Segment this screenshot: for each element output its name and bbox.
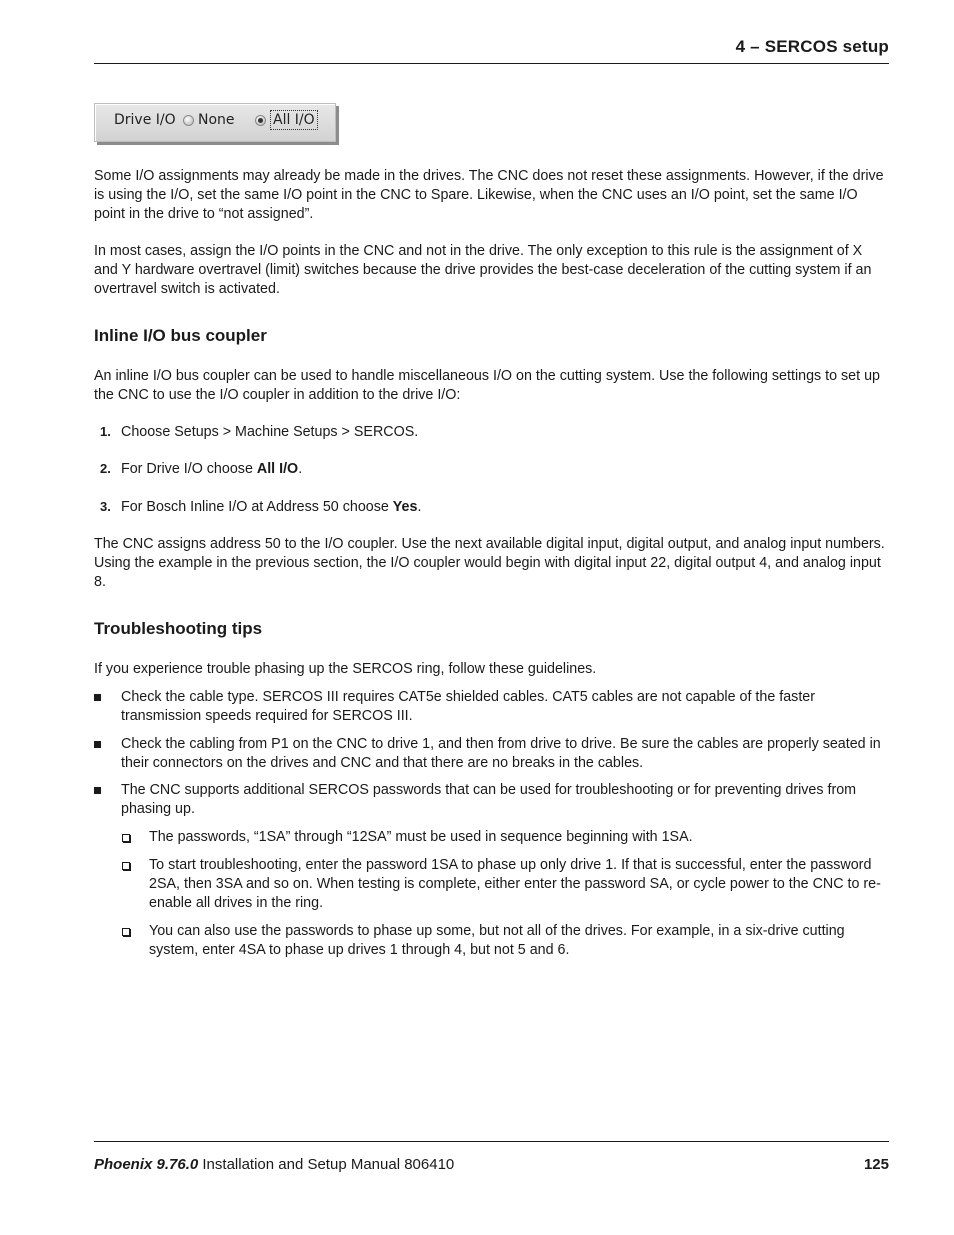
step-number: 1.: [100, 424, 111, 439]
page-header: [94, 37, 889, 64]
box-bullet-icon: [122, 834, 130, 842]
intro-paragraph-1: Some I/O assignments may already be made in the drives. The CNC does not reset these assignments. However, if the drive is using the I/O, set the same I/O point in the CNC to Spare. Likewise, when the CNC uses an I/O point, set the same I/O point in the drive to “not assigned”.: [94, 168, 884, 222]
page-number: 125: [863, 1156, 889, 1173]
bullet-text: The CNC supports additional SERCOS passwords that can be used for troubleshooting or for preventing drives from phasing up.: [121, 782, 857, 817]
option-all-io-label: All I/O: [270, 110, 318, 130]
bullet-text: Check the cabling from P1 on the CNC to drive 1, and then from drive to drive. Be sure the cables are properly seated in their connectors on the drives and CNC and that there are no breaks in the cables.: [121, 736, 881, 771]
manual-title: Installation and Setup Manual: [202, 1156, 401, 1173]
page-footer: [94, 1141, 889, 1182]
box-bullet-icon: [122, 928, 130, 936]
step-text: Choose Setups > Machine Setups > SERCOS.: [121, 424, 419, 440]
sub-bullet-text: To start troubleshooting, enter the password 1SA to phase up only drive 1. If that is successful, enter the password 2SA, then 3SA and so on. When testing is complete, either enter the password SA, or cycle power to the CNC to re-enable all drives in the ring.: [149, 857, 881, 911]
troubleshooting-heading: Troubleshooting tips: [94, 619, 263, 638]
sub-bullet-text: You can also use the passwords to phase up some, but not all of the drives. For example, in a six-drive cutting system, enter 4SA to phase up drives 1 through 4, but not 5 and 6.: [149, 923, 845, 958]
product-name: Phoenix 9.76.0: [94, 1156, 199, 1173]
bullet-text: Check the cable type. SERCOS III requires CAT5e shielded cables. CAT5 cables are not capable of the faster transmission speeds required for SERCOS III.: [121, 689, 816, 724]
drive-io-label: Drive I/O: [114, 112, 176, 128]
drive-io-widget-image: [94, 103, 336, 142]
radio-all-io-icon: [255, 115, 266, 126]
manual-page: [94, 0, 889, 1235]
step-number: 3.: [100, 499, 111, 514]
box-bullet-icon: [122, 862, 130, 870]
chapter-title: 4 – SERCOS setup: [735, 37, 889, 56]
troubleshooting-intro: If you experience trouble phasing up the SERCOS ring, follow these guidelines.: [94, 661, 597, 677]
inline-io-paragraph: An inline I/O bus coupler can be used to handle miscellaneous I/O on the cutting system. Use the following settings to set up the CNC to use the I/O coupler in addition to the drive I/O:: [94, 368, 880, 403]
inline-io-heading: Inline I/O bus coupler: [94, 326, 267, 345]
step-text: For Bosch Inline I/O at Address 50 choose Yes.: [121, 499, 422, 515]
intro-paragraph-2: In most cases, assign the I/O points in the CNC and not in the drive. The only exception to this rule is the assignment of X and Y hardware overtravel (limit) switches because the drive provides the best-case deceleration of the cutting system if an overtravel switch is activated.: [94, 243, 872, 297]
footer-document-info: [94, 1156, 454, 1173]
sub-bullet-text: The passwords, “1SA” through “12SA” must be used in sequence beginning with 1SA.: [149, 829, 693, 845]
option-none-label: None: [198, 112, 235, 128]
square-bullet-icon: [94, 787, 101, 794]
step-number: 2.: [100, 461, 111, 476]
square-bullet-icon: [94, 741, 101, 748]
coupler-address-paragraph: The CNC assigns address 50 to the I/O coupler. Use the next available digital input, digital output, and analog input numbers. Using the example in the previous section, the I/O coupler would begin with digital input 22, digital output 4, and analog input 8.: [94, 536, 885, 590]
document-number: 806410: [404, 1156, 455, 1173]
step-text: For Drive I/O choose All I/O.: [121, 461, 303, 477]
square-bullet-icon: [94, 694, 101, 701]
radio-none-icon: [183, 115, 194, 126]
